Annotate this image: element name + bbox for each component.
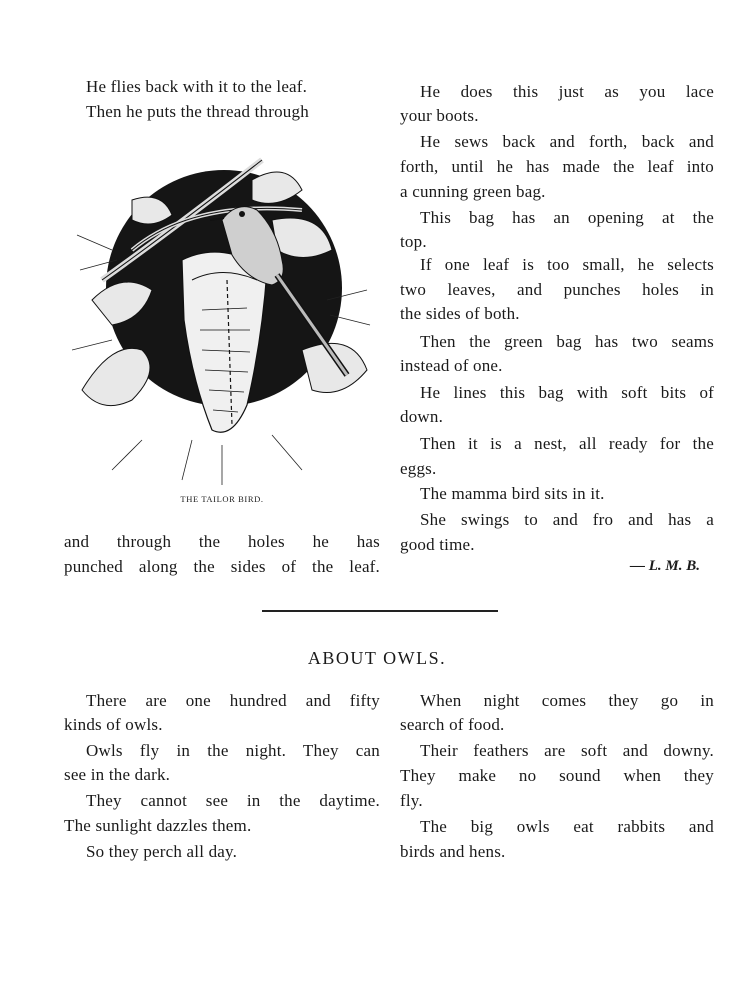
paragraph-line: and through the holes he has bbox=[64, 532, 380, 551]
paragraph-line: top. bbox=[400, 232, 427, 251]
paragraph-line: kinds of owls. bbox=[64, 715, 163, 734]
paragraph-line: instead of one. bbox=[400, 356, 503, 375]
paragraph-line: good time. bbox=[400, 535, 475, 554]
paragraph-line: Then it is a nest, all ready for the bbox=[420, 434, 714, 453]
paragraph-line: the sides of both. bbox=[400, 304, 520, 323]
paragraph-line: He sews back and forth, back and bbox=[420, 132, 714, 151]
paragraph-line: He flies back with it to the leaf. bbox=[86, 77, 308, 96]
paragraph-line: fly. bbox=[400, 791, 423, 810]
paragraph-line: They cannot see in the daytime. bbox=[86, 791, 380, 810]
paragraph-line: Their feathers are soft and downy. bbox=[420, 741, 714, 760]
illustration-caption: THE TAILOR BIRD. bbox=[180, 494, 264, 504]
paragraph-line: This bag has an opening at the bbox=[420, 208, 714, 227]
paragraph-line: down. bbox=[400, 407, 444, 426]
paragraph-line: Then the green bag has two seams bbox=[420, 332, 714, 351]
paragraph-line: search of food. bbox=[400, 715, 505, 734]
paragraph-line: When night comes they go in bbox=[420, 691, 714, 710]
paragraph-line: The big owls eat rabbits and bbox=[420, 817, 714, 836]
paragraph-line: He lines this bag with soft bits of bbox=[420, 383, 714, 402]
paragraph-line: Then he puts the thread through bbox=[86, 102, 309, 121]
section-divider bbox=[262, 610, 498, 612]
paragraph-line: They make no sound when they bbox=[400, 766, 714, 785]
paragraph-line: There are one hundred and fifty bbox=[86, 691, 380, 710]
paragraph-line: He does this just as you lace bbox=[420, 82, 714, 101]
paragraph-line: your boots. bbox=[400, 106, 479, 125]
paragraph-line: birds and hens. bbox=[400, 842, 506, 861]
paragraph-line: punched along the sides of the leaf. bbox=[64, 557, 380, 576]
paragraph-line: see in the dark. bbox=[64, 765, 171, 784]
paragraph-line: Owls fly in the night. They can bbox=[86, 741, 380, 760]
author-signature: — L. M. B. bbox=[629, 558, 700, 574]
paragraph-line: The mamma bird sits in it. bbox=[420, 484, 605, 503]
paragraph-line: If one leaf is too small, he selects bbox=[420, 255, 714, 274]
paragraph-line: two leaves, and punches holes in bbox=[400, 280, 714, 299]
paragraph-line: The sunlight dazzles them. bbox=[64, 816, 252, 835]
paragraph-line: She swings to and fro and has a bbox=[420, 510, 714, 529]
tailor-bird-illustration bbox=[72, 140, 372, 485]
section-heading: ABOUT OWLS. bbox=[307, 648, 447, 668]
paragraph-line: eggs. bbox=[400, 459, 437, 478]
paragraph-line: a cunning green bag. bbox=[400, 182, 546, 201]
paragraph-line: So they perch all day. bbox=[86, 842, 238, 861]
paragraph-line: forth, until he has made the leaf into bbox=[400, 157, 714, 176]
